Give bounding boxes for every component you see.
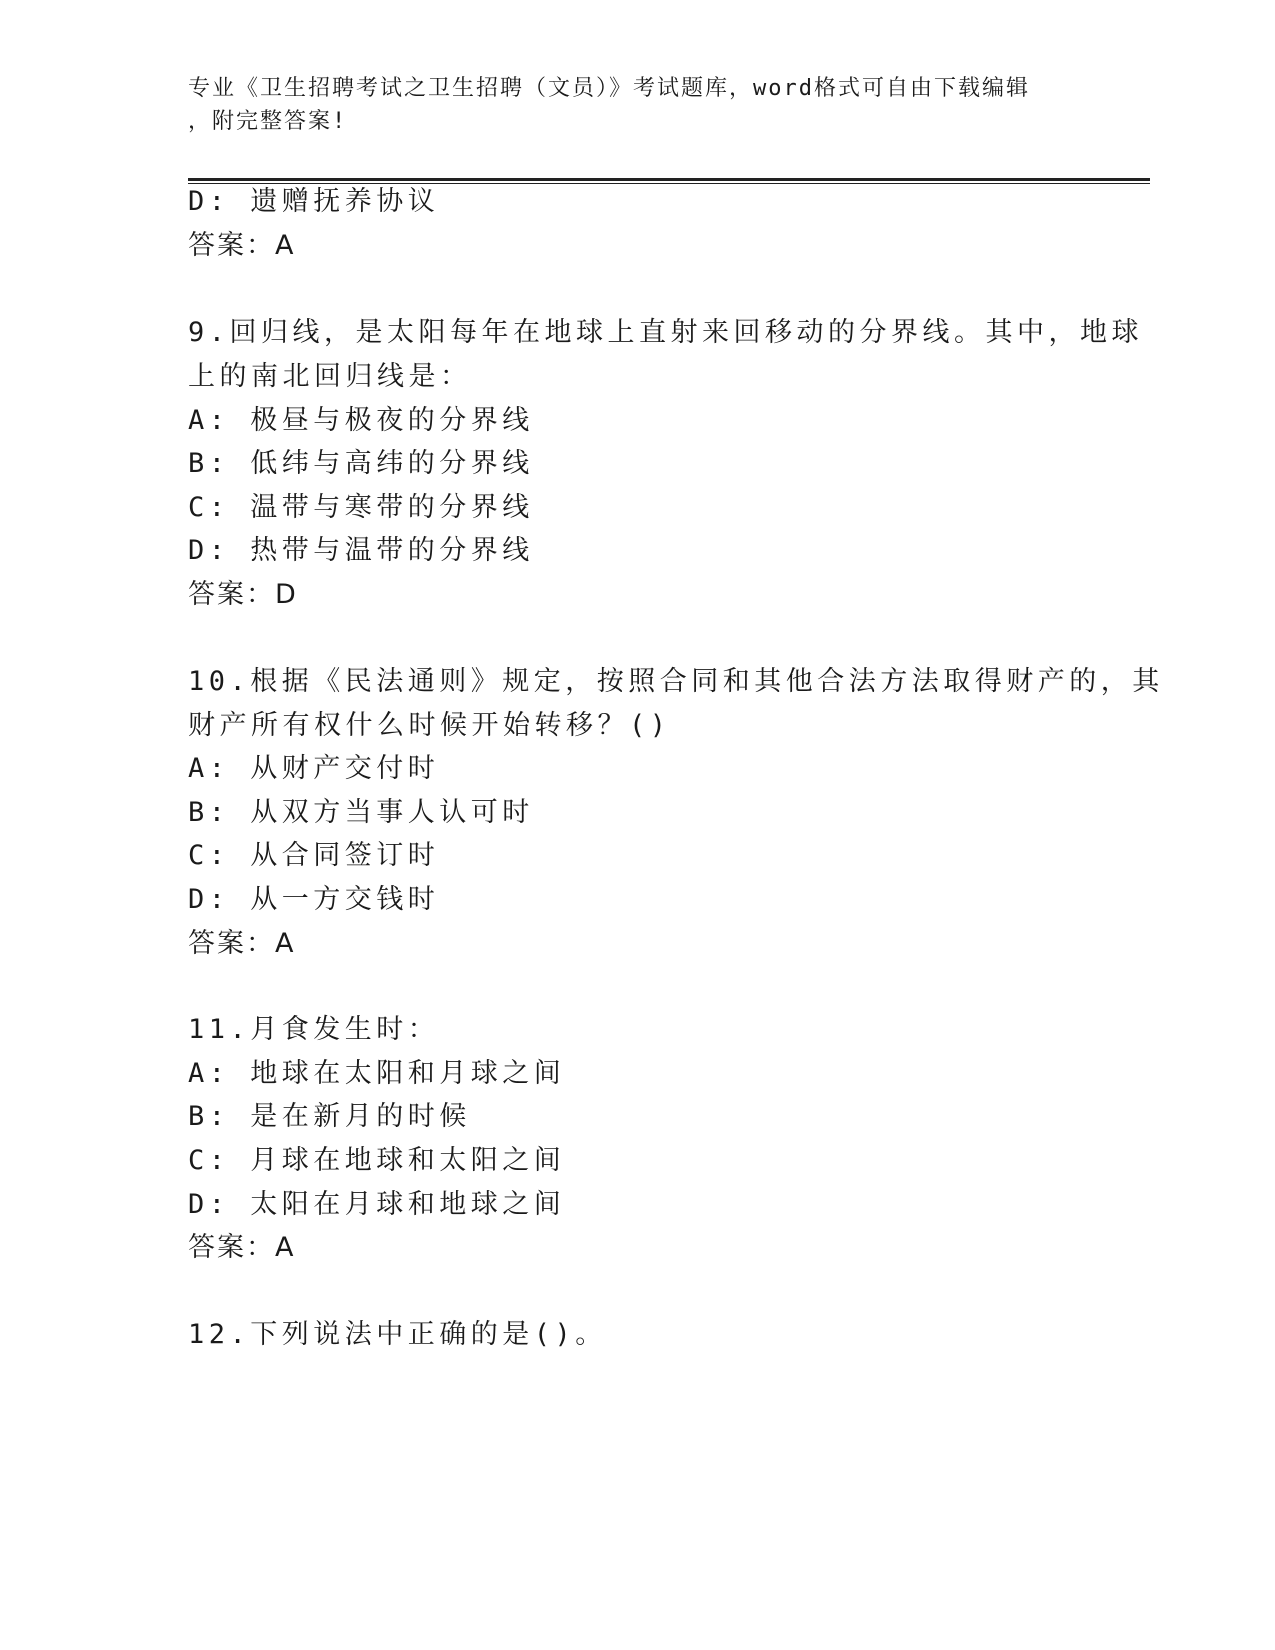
header-divider-thick [188, 178, 1150, 181]
q9-option-b: B: 低纬与高纬的分界线 [188, 448, 534, 479]
q9-answer: 答案：D [188, 579, 298, 610]
q9-option-c: C: 温带与寒带的分界线 [188, 492, 534, 523]
q9-stem-line-2: 上的南北回归线是： [188, 361, 472, 392]
document-header [188, 72, 1088, 138]
q9-option-a: A: 极昼与极夜的分界线 [188, 405, 534, 436]
q8-option-d: D: 遗赠抚养协议 [188, 186, 440, 217]
q10-stem-line-2: 财产所有权什么时候开始转移？() [188, 710, 671, 741]
q10-option-d: D: 从一方交钱时 [188, 884, 440, 915]
q10-stem-line-1: 10.根据《民法通则》规定，按照合同和其他合法方法取得财产的，其 [188, 666, 1164, 697]
q8-answer: 答案：A [188, 230, 296, 261]
q11-answer: 答案：A [188, 1232, 296, 1263]
q11-option-b: B: 是在新月的时候 [188, 1101, 471, 1132]
q11-option-a: A: 地球在太阳和月球之间 [188, 1058, 566, 1089]
q9-option-d: D: 热带与温带的分界线 [188, 535, 534, 566]
q10-answer: 答案：A [188, 928, 296, 959]
q10-option-a: A: 从财产交付时 [188, 753, 440, 784]
header-divider-thin [188, 183, 1150, 184]
header-line-2: ，附完整答案! [188, 109, 348, 134]
q11-option-d: D: 太阳在月球和地球之间 [188, 1189, 566, 1220]
q9-stem-line-1: 9.回归线，是太阳每年在地球上直射来回移动的分界线。其中，地球 [188, 317, 1144, 348]
q12-stem-line-1: 12.下列说法中正确的是()。 [188, 1319, 607, 1350]
header-line-1: 专业《卫生招聘考试之卫生招聘（文员）》考试题库，word格式可自由下载编辑 [188, 76, 1030, 101]
q10-option-c: C: 从合同签订时 [188, 840, 440, 871]
q10-option-b: B: 从双方当事人认可时 [188, 797, 534, 828]
q11-option-c: C: 月球在地球和太阳之间 [188, 1145, 566, 1176]
q11-stem-line-1: 11.月食发生时： [188, 1014, 440, 1045]
